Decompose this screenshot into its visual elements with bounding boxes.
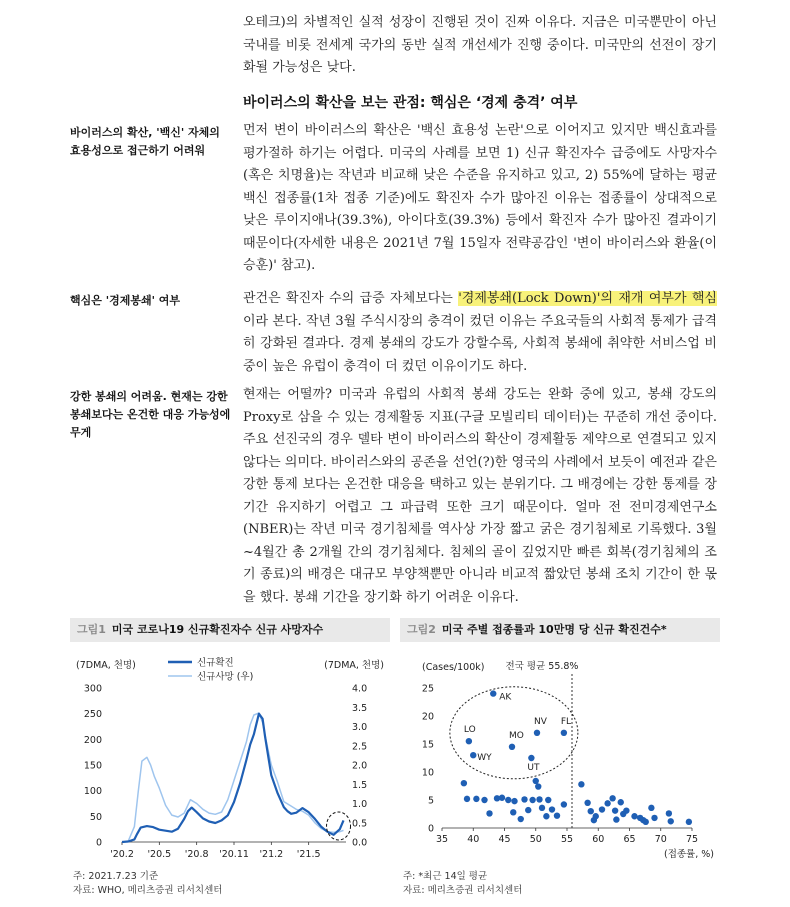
scatter-point — [473, 796, 479, 802]
state-label: FL — [560, 716, 572, 727]
scatter-point — [612, 807, 618, 813]
state-label: AK — [499, 692, 512, 703]
scatter-point — [613, 816, 619, 822]
right-axis-tick: 2.5 — [352, 741, 368, 753]
left-axis-tick: 300 — [83, 683, 102, 695]
scatter-point-labeled — [466, 738, 472, 744]
figure2-source: 자료: 메리츠증권 리서치센터 — [403, 885, 523, 896]
scatter-point — [554, 812, 560, 818]
scatter-point — [510, 809, 516, 815]
scatter-point — [643, 819, 649, 825]
scatter-point — [651, 815, 657, 821]
scatter-point — [505, 797, 511, 803]
scatter-point — [618, 799, 624, 805]
national-average-label: 전국 평균 55.8% — [505, 661, 579, 672]
left-axis-tick: 50 — [89, 811, 102, 823]
y-axis-tick: 0 — [427, 823, 434, 835]
x-axis-tick: '20.2 — [110, 849, 134, 860]
scatter-point-labeled — [509, 744, 515, 750]
x-axis-tick: '20.5 — [147, 849, 172, 860]
scatter-point — [486, 810, 492, 816]
y-axis-unit: (Cases/100k) — [422, 662, 485, 673]
right-axis-tick: 4.0 — [352, 683, 368, 695]
recent-highlight-circle — [327, 812, 351, 840]
scatter-point — [481, 797, 487, 803]
scatter-point — [539, 805, 545, 811]
right-axis-tick: 0.5 — [352, 818, 368, 830]
x-axis-tick: 55 — [560, 834, 574, 845]
left-axis-unit: (7DMA, 천명) — [76, 660, 136, 671]
right-axis-unit: (7DMA, 천명) — [324, 660, 384, 671]
right-axis-tick: 3.5 — [352, 702, 368, 714]
scatter-point — [529, 797, 535, 803]
scatter-point — [668, 818, 674, 824]
scatter-point — [593, 813, 599, 819]
x-axis-tick: '21.2 — [259, 849, 284, 860]
left-axis-tick: 200 — [83, 734, 102, 746]
x-axis-tick: 65 — [623, 834, 636, 845]
scatter-point — [518, 816, 524, 822]
scatter-point — [461, 780, 467, 786]
scatter-point — [543, 813, 549, 819]
highlighted-text: '경제봉쇄(Lock Down)'의 재개 여부가 핵심 — [458, 291, 717, 306]
right-axis-tick: 0.0 — [352, 837, 368, 849]
scatter-point — [499, 795, 505, 801]
right-axis-tick: 2.0 — [352, 760, 368, 772]
scatter-point — [561, 801, 567, 807]
x-axis-tick: '20.11 — [219, 849, 249, 860]
section-heading: 바이러스의 확산을 보는 관점: 핵심은 ‘경제 충격’ 여부 — [243, 95, 578, 111]
state-label: MO — [509, 730, 524, 741]
figure2-number: 그림2 — [407, 623, 436, 636]
paragraph-vaccine: 먼저 변이 바이러스의 확산은 '백신 효용성 논란'으로 이어지고 있지만 백신효과를 평가절하 하기는 어렵다. 미국의 사례를 보면 1) 신규 확진자수 급증에도 사망자수(혹은 치명율)는 작년과 비교해 낮은 수준을 유지하고 있고, 2) 55%에 달하는 평균 백신 접종률(1차 접종 기준)에도 확진자 수가 많아진 이유는 접종률이 상대적으로 낮은 루이지애나(39.3%), 아이다호(39.3%) 등에서 확진자 수가 많아진 결과이기 때문이다(자세한 내용은 2021년 7월 15일자 전략공감인 '변이 바이러스와 환율(이승훈)' 참고). — [243, 123, 717, 273]
y-axis-tick: 20 — [421, 711, 434, 723]
side-note-vaccine: 바이러스의 확산, '백신' 자체의 효용성으로 접근하기 어려워 — [70, 126, 220, 157]
state-label: LO — [463, 725, 476, 736]
scatter-point-labeled — [528, 755, 534, 761]
figure1-title-bar — [70, 618, 390, 642]
y-axis-tick: 5 — [427, 795, 434, 807]
state-label: UT — [527, 763, 540, 773]
scatter-point — [666, 810, 672, 816]
y-axis-tick: 15 — [421, 739, 434, 751]
scatter-point — [578, 781, 584, 787]
scatter-point — [648, 805, 654, 811]
figure1-chart — [70, 648, 390, 870]
x-axis-tick: '20.8 — [184, 849, 209, 860]
series-new-deaths-line — [122, 713, 344, 842]
legend-label: 신규사망 (우) — [197, 671, 254, 683]
right-axis-tick: 1.5 — [352, 779, 368, 791]
scatter-point — [604, 800, 610, 806]
scatter-point — [533, 778, 539, 784]
scatter-point-labeled — [561, 730, 567, 736]
scatter-point — [609, 795, 615, 801]
x-axis-tick: 60 — [592, 834, 605, 845]
scatter-point-labeled — [470, 752, 476, 758]
legend-label: 신규확진 — [197, 657, 234, 669]
scatter-point — [549, 806, 555, 812]
scatter-point-labeled — [534, 730, 540, 736]
left-axis-tick: 250 — [83, 709, 102, 721]
state-label: NV — [534, 716, 547, 727]
right-axis-tick: 3.0 — [352, 722, 368, 733]
intro-paragraph: 오테크)의 차별적인 실적 성장이 진행된 것이 진짜 이유다. 지금은 미국뿐만이 아닌 국내를 비롯 전세계 국가의 동반 실적 개선세가 진행 중이다. 미국만의 선전이 장기화될 가능성은 낮다. — [243, 15, 717, 75]
paragraph-mild-response: 현재는 어떨까? 미국과 유럽의 사회적 봉쇄 강도는 완화 중에 있고, 봉쇄 강도의 Proxy로 삼을 수 있는 경제활동 지표(구글 모빌리티 데이터)는 꾸준히 개선 중이다. 주요 선진국의 경우 델타 변이 바이러스의 확산이 경제활동 제약으로 연결되고 있지 않다는 의미다. 바이러스와의 공존을 선언(?)한 영국의 사례에서 보듯이 예전과 같은 강한 통제 보다는 온건한 대응을 택하고 있는 분위기다. 그 배경에는 강한 통제를 장기간 유지하기 어렵고 그 파급력 또한 크기 때문이다. 얼마 전 전미경제연구소(NBER)는 작년 미국 경기침체를 역사상 가장 짧고 굵은 경기침체로 기록했다. 3월~4월간 총 2개월 간의 경기침체다. 침체의 골이 깊었지만 빠른 회복(경기침체의 조기 종료)의 배경은 대규모 부양책뿐만 아니라 비교적 짧았던 봉쇄 조치 기간이 한 몫을 했다. 봉쇄 기간을 장기화 하기 어려운 이유다. — [243, 387, 717, 605]
scatter-point — [535, 783, 541, 789]
scatter-point — [521, 796, 527, 802]
x-axis-tick: 75 — [685, 834, 699, 845]
scatter-point — [511, 798, 517, 804]
figure1-source: 자료: WHO, 메리츠증권 리서치센터 — [73, 885, 223, 896]
scatter-point — [623, 807, 629, 813]
x-axis-tick: 70 — [654, 834, 667, 845]
scatter-point — [599, 806, 605, 812]
paragraph-lockdown: 관건은 확진자 수의 급증 자체보다는 '경제봉쇄(Lock Down)'의 재개 여부가 핵심이라 본다. 작년 3월 주식시장의 충격이 컸던 이유는 주요국들의 사회적 통제가 급격히 강화된 결과다. 경제 봉쇄의 강도가 강할수록, 사회적 봉쇄에 취약한 서비스업 비중이 높은 유럽이 충격이 더 컸던 이유이기도 하다. — [243, 291, 717, 374]
scatter-point — [464, 796, 470, 802]
scatter-point-labeled — [490, 690, 496, 696]
right-axis-tick: 1.0 — [352, 799, 368, 810]
x-axis-tick: 50 — [529, 834, 542, 845]
figure2-title: 미국 주별 접종률과 10만명 당 신규 확진건수* — [441, 623, 667, 636]
x-axis-tick: 45 — [498, 834, 511, 845]
x-axis-tick: '21.5 — [296, 849, 321, 860]
scatter-point — [584, 800, 590, 806]
figure2-title-bar — [400, 618, 720, 642]
x-axis-tick: 35 — [435, 834, 449, 845]
scatter-point — [686, 819, 692, 825]
y-axis-tick: 10 — [421, 767, 434, 779]
scatter-point — [536, 796, 542, 802]
y-axis-tick: 25 — [421, 683, 434, 695]
state-label: WY — [477, 753, 492, 764]
side-note-mild-response: 강한 봉쇄의 어려움. 현재는 강한 봉쇄보다는 온건한 대응 가능성에 무게 — [70, 390, 231, 439]
left-axis-tick: 0 — [95, 837, 102, 849]
scatter-point — [588, 808, 594, 814]
scatter-point — [545, 797, 551, 803]
x-axis-unit: (접종률, %) — [663, 849, 714, 860]
figure2-note: 주: *최근 14일 평균 — [403, 871, 488, 882]
figure1-note: 주: 2021.7.23 기준 — [73, 871, 159, 882]
left-axis-tick: 100 — [83, 786, 102, 798]
x-axis-tick: 40 — [467, 834, 480, 845]
figure1-title: 미국 코로나19 신규확진자수 신규 사망자수 — [111, 623, 324, 636]
scatter-point — [525, 807, 531, 813]
scatter-point — [631, 813, 637, 819]
figure1-number: 그림1 — [77, 623, 106, 636]
left-axis-tick: 150 — [83, 760, 102, 772]
figure2-chart — [400, 648, 720, 870]
side-note-lockdown: 핵심은 '경제봉쇄' 여부 — [70, 294, 181, 307]
